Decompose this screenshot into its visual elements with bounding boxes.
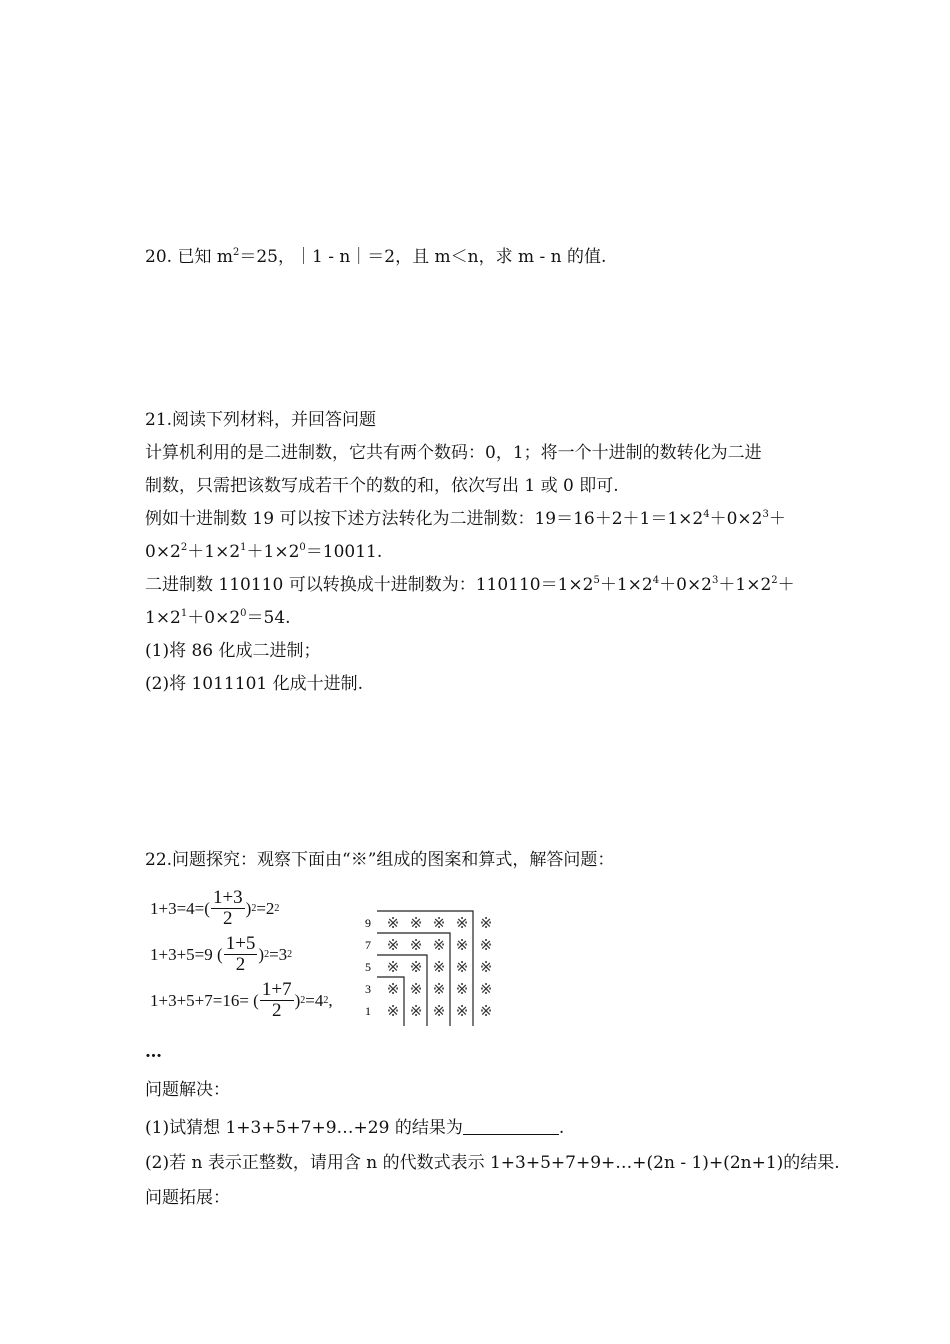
text-segment: ＋1×2 — [718, 575, 772, 595]
paren: ) — [245, 898, 252, 918]
text-segment: ＝25，｜1 - n｜＝2，且 m＜n，求 m - n 的值. — [239, 247, 607, 267]
text-segment: (2)将 1011101 化成十进制. — [145, 674, 364, 694]
asterisk-mark: ※ — [432, 960, 446, 976]
asterisk-mark: ※ — [479, 938, 493, 954]
asterisk-mark: ※ — [479, 960, 493, 976]
asterisk-mark: ※ — [455, 982, 469, 998]
exponent: 5 — [593, 575, 600, 586]
text-segment: ＝54. — [246, 608, 291, 628]
row-label: 7 — [365, 938, 371, 952]
material-line — [145, 541, 382, 563]
equation: 1+3=4=( $\frac{1+3}{2}$ ) 2 =2 2 — [150, 887, 280, 929]
numerator: 1+7 — [261, 979, 292, 1000]
exponent: 3 — [762, 509, 769, 520]
fraction — [224, 934, 258, 975]
material-line — [145, 475, 619, 497]
ellipsis: … — [145, 1042, 162, 1062]
text-segment: 20. 已知 m — [145, 247, 233, 267]
exponent: 2 — [232, 247, 240, 258]
text-segment: 制数，只需把该数写成若干个的数的和，依次写出 1 或 0 即可. — [145, 476, 619, 496]
exponent: 1 — [240, 542, 247, 553]
asterisk-mark: ※ — [409, 916, 423, 932]
material-line — [145, 442, 762, 464]
exponent: 3 — [712, 575, 719, 586]
asterisk-pattern-figure — [355, 908, 505, 1030]
equation-result: =3 — [269, 944, 288, 964]
text-segment: ＋ — [768, 509, 786, 529]
text-segment: ＋1×2 — [599, 575, 653, 595]
equation-left: 1+3+5+7=16= ( — [150, 990, 259, 1010]
asterisk-mark: ※ — [386, 938, 400, 954]
asterisk-mark: ※ — [455, 916, 469, 932]
exponent: 2 — [180, 542, 188, 553]
text-segment: 计算机利用的是二进制数，它共有两个数码：0，1；将一个十进制的数转化为二进 — [145, 443, 762, 463]
denominator: 2 — [271, 1000, 282, 1021]
asterisk-mark: ※ — [432, 916, 446, 932]
asterisk-mark: ※ — [479, 1004, 493, 1020]
text-segment: ＋1×2 — [187, 542, 241, 562]
row-label: 3 — [365, 982, 371, 996]
asterisk-mark: ※ — [409, 1004, 423, 1020]
paren: ) — [294, 990, 301, 1010]
paren: ) — [258, 944, 265, 964]
exponent: 4 — [703, 509, 710, 520]
equation: 1+3+5+7=16= ( $\frac{1+7}{2}$ ) 2 =4 2 , — [150, 979, 333, 1021]
asterisk-mark: ※ — [432, 1004, 446, 1020]
fraction — [211, 888, 245, 929]
asterisk-mark: ※ — [432, 938, 446, 954]
numerator: 1+5 — [225, 933, 256, 954]
question-20 — [145, 246, 606, 268]
part-1-text: (1)试猜想 1+3+5+7+9…+29 的结果为 — [145, 1118, 463, 1138]
asterisk-mark: ※ — [386, 960, 400, 976]
text-segment: ＋0×2 — [659, 575, 713, 595]
asterisk-mark: ※ — [409, 960, 423, 976]
material-line — [145, 508, 786, 530]
text-segment: 例如十进制数 19 可以按下述方法转化为二进制数：19＝16＋2＋1＝1×2 — [145, 509, 704, 529]
material-line — [145, 673, 363, 695]
part-1 — [145, 1117, 564, 1139]
material-line — [145, 574, 795, 596]
exponent: 0 — [240, 608, 247, 619]
asterisk-mark: ※ — [455, 960, 469, 976]
numerator: 1+3 — [212, 887, 243, 908]
equation-result: =4 — [305, 990, 324, 1010]
text-segment: ＋1×2 — [246, 542, 300, 562]
denominator: 2 — [235, 954, 246, 975]
part-2: (2)若 n 表示正整数，请用含 n 的代数式表示 1+3+5+7+9+…+(2n - 1)+(2n+1)的结果. — [145, 1153, 840, 1173]
equation-result: =2 — [256, 898, 275, 918]
text-segment: ＋0×2 — [709, 509, 763, 529]
material-line — [145, 640, 321, 662]
question-21-title: 21.阅读下列材料，并回答问题 — [145, 410, 377, 430]
text-segment: 1×2 — [145, 608, 181, 628]
text-segment: 0×2 — [145, 542, 181, 562]
asterisk-mark: ※ — [455, 938, 469, 954]
exponent: 2 — [771, 575, 778, 586]
denominator: 2 — [223, 908, 233, 929]
asterisk-mark: ※ — [479, 916, 493, 932]
exponent: 4 — [652, 575, 660, 586]
fraction — [260, 980, 294, 1021]
text-segment: 二进制数 110110 可以转换成十进制数为：110110＝1×2 — [145, 575, 594, 595]
question-22-title: 22.问题探究：观察下面由“※”组成的图案和算式，解答问题： — [145, 850, 615, 870]
asterisk-mark: ※ — [479, 982, 493, 998]
row-label: 9 — [365, 916, 371, 930]
asterisk-mark: ※ — [409, 982, 423, 998]
exponent: 1 — [180, 608, 188, 619]
answer-blank[interactable] — [463, 1118, 559, 1135]
row-label: 1 — [365, 1004, 371, 1018]
text-segment: (1)将 86 化成二进制； — [145, 641, 321, 661]
asterisk-mark: ※ — [386, 1004, 400, 1020]
text-segment: ＝10011. — [305, 542, 383, 562]
equation-left: 1+3+5=9 ( — [150, 944, 223, 964]
material-line — [145, 607, 291, 629]
row-label: 5 — [365, 960, 371, 974]
solve-heading: 问题解决： — [145, 1080, 230, 1100]
asterisk-mark: ※ — [386, 982, 400, 998]
text-segment: ＋0×2 — [187, 608, 241, 628]
extend-heading: 问题拓展： — [145, 1188, 230, 1208]
equation-left: 1+3=4=( — [150, 898, 210, 918]
text-segment: ＋ — [777, 575, 795, 595]
asterisk-mark: ※ — [455, 1004, 469, 1020]
asterisk-mark: ※ — [409, 938, 423, 954]
punctuation: , — [328, 990, 333, 1010]
asterisk-mark: ※ — [432, 982, 446, 998]
part-1-end: . — [558, 1118, 565, 1138]
equation: 1+3+5=9 ( $\frac{1+5}{2}$ ) 2 =3 2 — [150, 933, 293, 975]
asterisk-mark: ※ — [386, 916, 400, 932]
exponent: 0 — [299, 542, 306, 553]
